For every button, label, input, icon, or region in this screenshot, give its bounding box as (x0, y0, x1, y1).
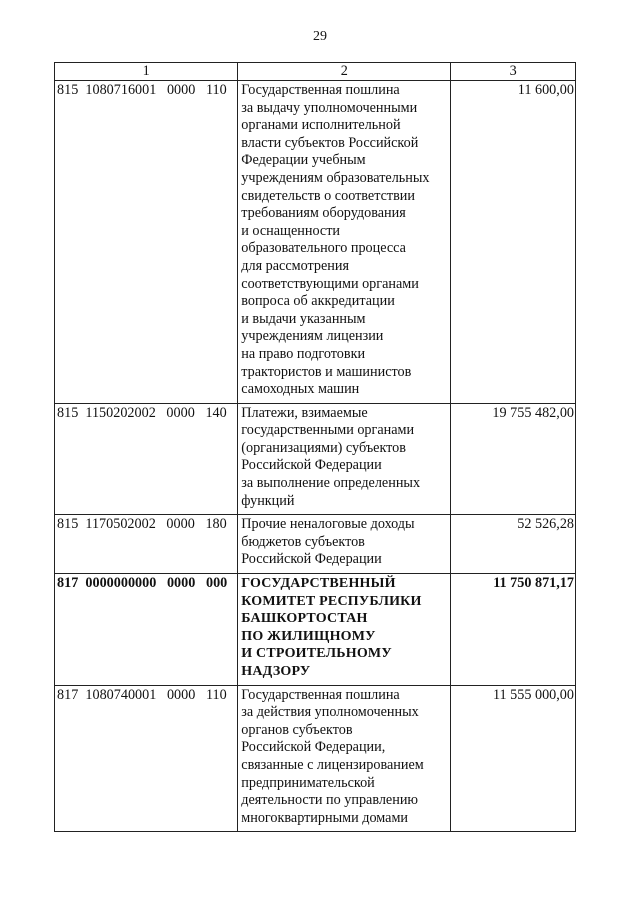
revenue-code-cell: 815 1150202002 0000 140 (55, 403, 238, 515)
table-row-department-total (55, 574, 576, 686)
table-row (55, 685, 576, 832)
revenue-code-cell: 815 1170502002 0000 180 (55, 515, 238, 574)
revenue-name-cell: Платежи, взимаемые государственными органами (организациями) субъектов Российской Федерации за выполнение определенных функций (238, 403, 451, 515)
revenue-table (54, 62, 576, 832)
revenue-sum-cell: 11 600,00 (451, 81, 576, 404)
revenue-sum-cell: 19 755 482,00 (451, 403, 576, 515)
table-row (55, 515, 576, 574)
revenue-name-cell: Государственная пошлина за действия уполномоченных органов субъектов Российской Федерации, связанные с лицензированием предпринимательской деятельности по управлению многоквартирными домами (238, 685, 451, 832)
column-header-code: 1 (55, 63, 238, 81)
column-header-sum: 3 (451, 63, 576, 81)
revenue-code-cell: 817 1080740001 0000 110 (55, 685, 238, 832)
page-number: 29 (313, 29, 327, 44)
table-row (55, 81, 576, 404)
revenue-code-cell: 817 0000000000 0000 000 (55, 574, 238, 686)
department-total-cell: 11 750 871,17 (451, 574, 576, 686)
column-header-name: 2 (238, 63, 451, 81)
department-name-cell: ГОСУДАРСТВЕННЫЙ КОМИТЕТ РЕСПУБЛИКИ БАШКОРТОСТАН ПО ЖИЛИЩНОМУ И СТРОИТЕЛЬНОМУ НАДЗОРУ (238, 574, 451, 686)
revenue-sum-cell: 52 526,28 (451, 515, 576, 574)
revenue-sum-cell: 11 555 000,00 (451, 685, 576, 832)
table-row (55, 403, 576, 515)
revenue-name-cell: Прочие неналоговые доходы бюджетов субъектов Российской Федерации (238, 515, 451, 574)
table-header-row (55, 63, 576, 81)
revenue-code-cell: 815 1080716001 0000 110 (55, 81, 238, 404)
revenue-name-cell: Государственная пошлина за выдачу уполномоченными органами исполнительной власти субъектов Российской Федерации учебным учреждениям образовательных свидетельств о соответствии требованиям оборудования и оснащенности образовательного процесса для рассмотрения соответствующими органами вопроса об аккредитации и выдачи указанным учреждениям лицензии на право подготовки трактористов и машинистов самоходных машин (238, 81, 451, 404)
